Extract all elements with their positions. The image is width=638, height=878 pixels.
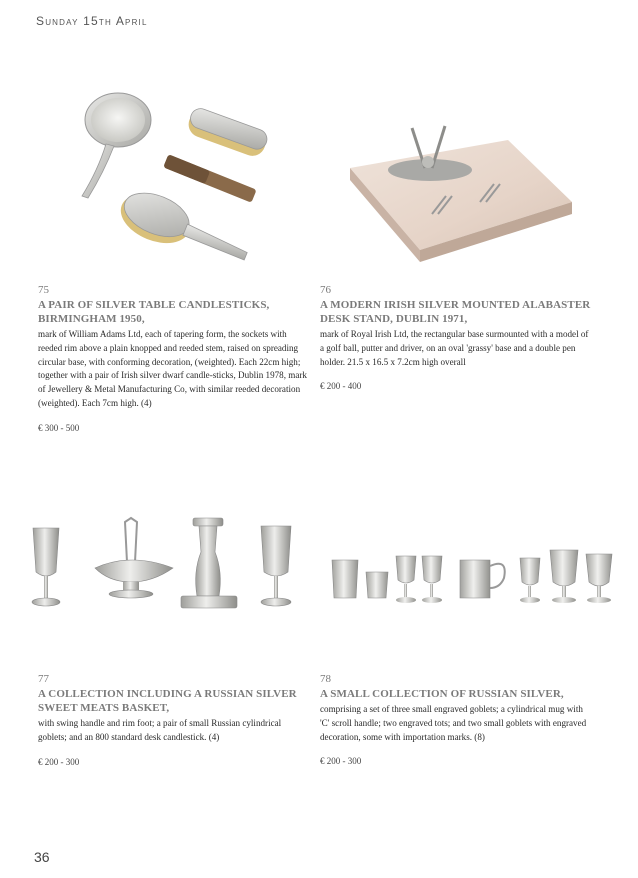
- lot-title: A MODERN IRISH SILVER MOUNTED ALABASTER DESK STAND, DUBLIN 1971,: [320, 299, 591, 325]
- lot-number: 76: [320, 284, 331, 296]
- page-header-date: Sunday 15th April: [36, 14, 148, 28]
- lot-77: [38, 673, 310, 767]
- lot-description: mark of William Adams Ltd, each of tapering form, the sockets with reeded rim above a plain knopped and reeded stem, raised on spreading circular base, with conforming decoration, (weighted). Each 22cm high; together with a pair of Irish silver dwarf candle-sticks, Dublin 1978, mark of Jewellery & Metal Manufacturing Co, with similar reeded decoration (weighted). Each 7cm high. (4): [38, 329, 307, 408]
- lot-number: 75: [38, 284, 49, 296]
- lot-75-image: [60, 90, 270, 270]
- lot-76: [320, 284, 592, 391]
- lot-title: A SMALL COLLECTION OF RUSSIAN SILVER,: [320, 688, 564, 700]
- lot-estimate: € 200 - 300: [38, 756, 80, 767]
- lot-77-image: [25, 512, 310, 622]
- lot-75: [38, 284, 310, 433]
- lot-estimate: € 200 - 300: [320, 756, 362, 767]
- lot-title: A COLLECTION INCLUDING A RUSSIAN SILVER SWEET MEATS BASKET,: [38, 688, 297, 714]
- lot-description: comprising a set of three small engraved goblets; a cylindrical mug with 'C' scroll handle; two engraved tots; and two small goblets with engraved decoration, some with importation marks. (8): [320, 704, 587, 742]
- page-number: 36: [34, 849, 50, 865]
- lot-description: mark of Royal Irish Ltd, the rectangular base surmounted with a model of a golf ball, putter and driver, on an oval 'grassy' base and a double pen holder. 21.5 x 16.5 x 7.2cm high overall: [320, 329, 589, 367]
- lot-number: 77: [38, 673, 49, 685]
- lot-78: [320, 673, 592, 766]
- lot-estimate: € 200 - 400: [320, 381, 362, 392]
- lot-number: 78: [320, 673, 331, 685]
- lot-description: with swing handle and rim foot; a pair of small Russian cylindrical goblets; and an 800 standard desk candlestick. (4): [38, 718, 282, 742]
- lot-estimate: € 300 - 500: [38, 422, 80, 433]
- lot-title: A PAIR OF SILVER TABLE CANDLESTICKS, BIRMINGHAM 1950,: [38, 299, 270, 325]
- lot-78-image: [328, 540, 618, 610]
- lot-76-image: [340, 110, 580, 270]
